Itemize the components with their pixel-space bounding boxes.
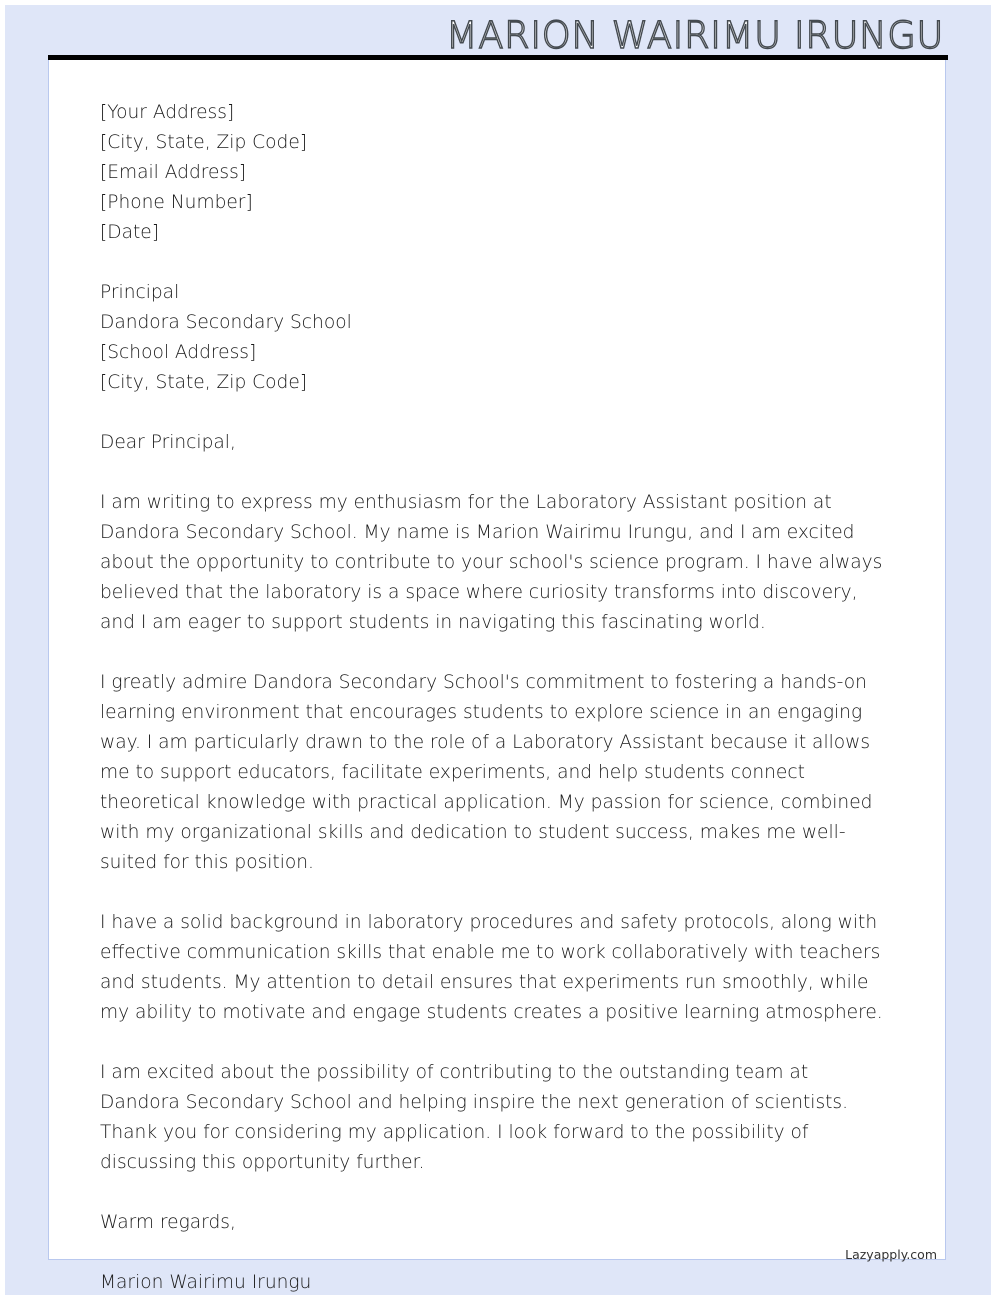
body-paragraph-2: I greatly admire Dandora Secondary School's commitment to fostering a hands-on learning environment that encourages students to explore science in an engaging way. I am particularly drawn to the role of a Laboratory Assistant because it allows me to support educators, facilitate experiments, and help students connect theoretical knowledge with practical application. My passion for science, combined with my organizational skills and dedication to student success, makes me well-suited for this position.: [100, 672, 873, 873]
sender-city-state-zip: [City, State, Zip Code]: [100, 132, 308, 153]
salutation: Dear Principal,: [100, 432, 236, 453]
recipient-address: [School Address]: [100, 342, 257, 363]
closing: Warm regards,: [100, 1212, 236, 1233]
footer-brand-link[interactable]: Lazyapply.com: [845, 1247, 937, 1262]
header-name: MARION WAIRIMU IRUNGU: [445, 14, 944, 57]
recipient-block: [100, 278, 900, 398]
letter-date: [Date]: [100, 222, 159, 243]
recipient-title: Principal: [100, 282, 180, 303]
recipient-city-state-zip: [City, State, Zip Code]: [100, 372, 308, 393]
sender-phone: [Phone Number]: [100, 192, 253, 213]
signature-name: Marion Wairimu Irungu: [100, 1272, 312, 1293]
cover-letter-body: [100, 98, 900, 1298]
body-paragraph-4: I am excited about the possibility of contributing to the outstanding team at Dandora Secondary School and helping inspire the next generation of scientists. Thank you for considering my application. I look forward to the possibility of discussing this opportunity further.: [100, 1062, 849, 1173]
sender-block: [100, 98, 900, 248]
recipient-school: Dandora Secondary School: [100, 312, 352, 333]
sender-address: [Your Address]: [100, 102, 235, 123]
sender-email: [Email Address]: [100, 162, 247, 183]
body-paragraph-3: I have a solid background in laboratory procedures and safety protocols, along with effective communication skills that enable me to work collaboratively with teachers and students. My attention to detail ensures that experiments run smoothly, while my ability to motivate and engage students creates a positive learning atmosphere.: [100, 912, 883, 1023]
body-paragraph-1: I am writing to express my enthusiasm for the Laboratory Assistant position at Dandora Secondary School. My name is Marion Wairimu Irungu, and I am excited about the opportunity to contribute to your school's science program. I have always believed that the laboratory is a space where curiosity transforms into discovery, and I am eager to support students in navigating this fascinating world.: [100, 492, 883, 633]
